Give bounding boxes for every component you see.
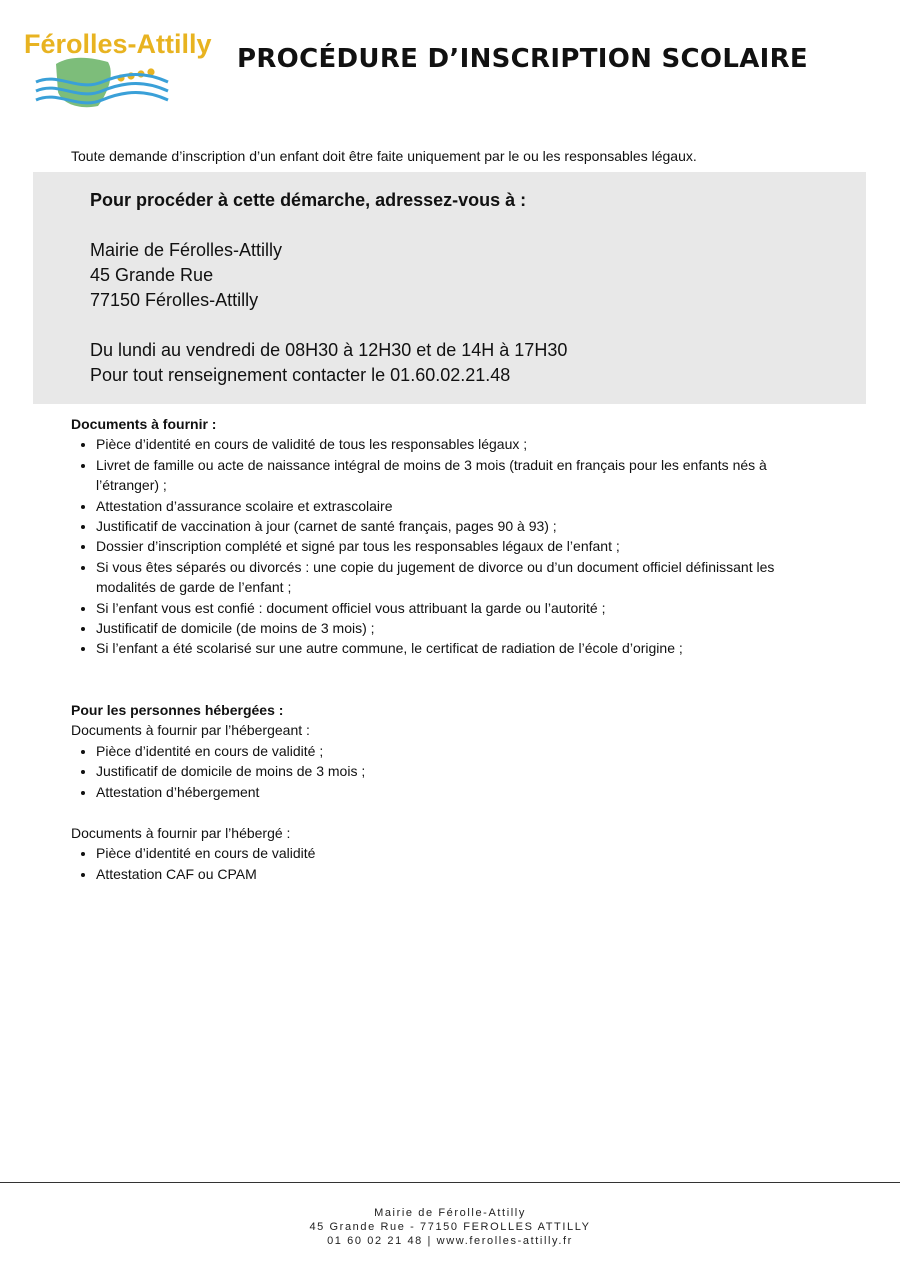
list-item: • Si l’enfant vous est confié : document officiel vous attribuant la garde ou l’autorité ; [96,598,831,618]
info-heading: Pour procéder à cette démarche, adressez-vous à : [90,190,527,210]
list-item: • Pièce d’identité en cours de validité [96,843,831,863]
contact-info-box [33,172,866,404]
list-item: • Si l’enfant a été scolarisé sur une autre commune, le certificat de radiation de l’école d’origine ; [96,638,831,658]
footer-line-name: Mairie de Férolle-Attilly [374,1207,526,1219]
list-item: • Livret de famille ou acte de naissance intégral de moins de 3 mois (traduit en français pour les enfants nés à l’étranger) ; [96,455,831,496]
municipality-logo [22,20,212,112]
contact-phone: Pour tout renseignement contacter le 01.60.02.21.48 [90,365,511,385]
intro-text: Toute demande d’inscription d’un enfant doit être faite uniquement par le ou les responsables légaux. [71,148,697,164]
list-item: • Dossier d’inscription complété et signé par tous les responsables légaux de l’enfant ; [96,536,831,556]
list-item: • Attestation d’hébergement [96,782,831,802]
hosted-title: Pour les personnes hébergées : [71,701,284,718]
list-item: • Justificatif de domicile (de moins de 3 mois) ; [96,618,831,638]
address-line: 45 Grande Rue [90,265,214,285]
guest-documents-label: Documents à fournir par l’hébergé : [71,824,291,841]
footer-divider [0,1182,900,1183]
list-item: • Si vous êtes séparés ou divorcés : une copie du jugement de divorce ou d’un document officiel définissant les modalités de garde de l’enfant ; [96,557,831,598]
opening-hours: Du lundi au vendredi de 08H30 à 12H30 et de 14H à 17H30 [90,340,568,360]
list-item: • Attestation CAF ou CPAM [96,864,831,884]
documents-title: Documents à fournir : [71,416,217,432]
footer-line-address: 45 Grande Rue - 77150 FEROLLES ATTILLY [309,1221,591,1233]
list-item: • Justificatif de domicile de moins de 3 mois ; [96,761,831,781]
host-documents-label: Documents à fournir par l’hébergeant : [71,722,310,739]
address-line: 77150 Férolles-Attilly [90,290,259,310]
documents-section [71,414,831,884]
host-documents-list [71,741,831,802]
list-item: • Justificatif de vaccination à jour (carnet de santé français, pages 90 à 93) ; [96,516,831,536]
documents-list [71,434,831,658]
guest-documents-list [71,843,831,884]
footer-line-contact: 01 60 02 21 48 | www.ferolles-attilly.fr [327,1235,573,1247]
list-item: • Pièce d’identité en cours de validité de tous les responsables légaux ; [96,434,831,454]
page-footer [0,1206,900,1248]
address-line: Mairie de Férolles-Attilly [90,240,283,260]
page-title: PROCÉDURE D’INSCRIPTION SCOLAIRE [237,44,808,74]
list-item: • Pièce d’identité en cours de validité ; [96,741,831,761]
logo-wordmark: Férolles-Attilly [24,29,212,59]
list-item: • Attestation d’assurance scolaire et extrascolaire [96,496,831,516]
